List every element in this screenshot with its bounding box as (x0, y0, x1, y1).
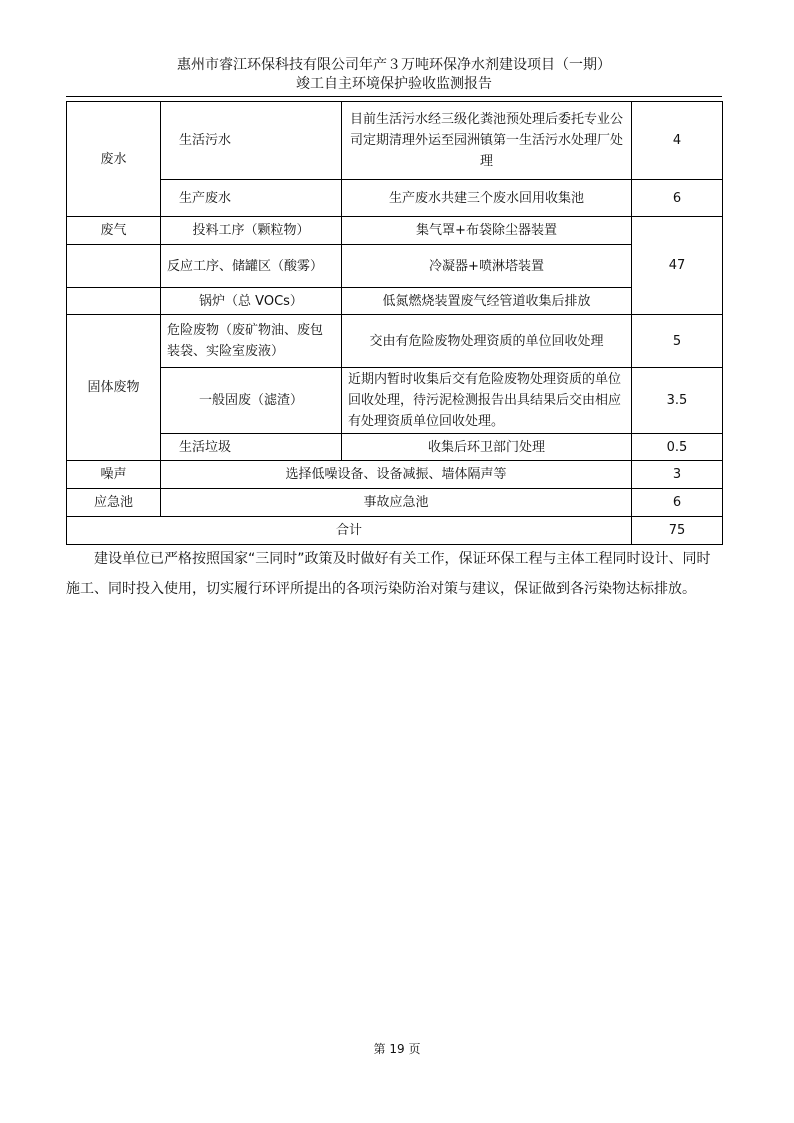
item-domestic-sewage: 生活污水 (161, 102, 342, 180)
cost-gas: 47 (632, 217, 723, 315)
table-row (67, 461, 723, 489)
cost-domestic-sewage: 4 (632, 102, 723, 180)
item-general-solid: 一般固废（滤渣） (161, 368, 342, 434)
item-production-wastewater: 生产废水 (161, 180, 342, 217)
total-cost: 75 (632, 517, 723, 545)
table-row (67, 180, 723, 217)
table-row (67, 517, 723, 545)
category-noise: 噪声 (67, 461, 161, 489)
table-row (67, 434, 723, 461)
measure-domestic-sewage: 目前生活污水经三级化粪池预处理后委托专业公司定期清理外运至园洲镇第一生活污水处理厂处理 (342, 102, 632, 180)
header-title-line1: 惠州市睿江环保科技有限公司年产３万吨环保净水剂建设项目（一期） (177, 57, 611, 73)
item-feeding: 投料工序（颗粒物） (161, 217, 342, 245)
cost-emergency: 6 (632, 489, 723, 517)
cost-noise: 3 (632, 461, 723, 489)
category-solid: 固体废物 (67, 315, 161, 461)
measure-emergency: 事故应急池 (161, 489, 632, 517)
category-gas-blank (67, 288, 161, 315)
table-row (67, 489, 723, 517)
body-paragraph: 建设单位已严格按照国家“三同时”政策及时做好有关工作，保证环保工程与主体工程同时设计、同时施工、同时投入使用，切实履行环评所提出的各项污染防治对策与建议，保证做到各污染物达标排放。 (66, 551, 711, 597)
cost-hazardous: 5 (632, 315, 723, 368)
table-row (67, 368, 723, 434)
measure-production-wastewater: 生产废水共建三个废水回用收集池 (342, 180, 632, 217)
item-garbage: 生活垃圾 (161, 434, 342, 461)
page-header (66, 56, 722, 94)
measure-reaction: 冷凝器+喷淋塔装置 (342, 245, 632, 288)
table-row (67, 315, 723, 368)
cost-production-wastewater: 6 (632, 180, 723, 217)
investment-table (66, 101, 723, 545)
category-gas: 废气 (67, 217, 161, 245)
category-emergency: 应急池 (67, 489, 161, 517)
measure-general-solid: 近期内暂时收集后交有危险废物处理资质的单位回收处理，待污泥检测报告出具结果后交由相应有处理资质单位回收处理。 (342, 368, 632, 434)
category-water: 废水 (67, 102, 161, 217)
measure-hazardous: 交由有危险废物处理资质的单位回收处理 (342, 315, 632, 368)
measure-boiler: 低氮燃烧装置废气经管道收集后排放 (342, 288, 632, 315)
cost-general-solid: 3.5 (632, 368, 723, 434)
header-rule (66, 96, 722, 97)
table-row (67, 102, 723, 180)
item-boiler: 锅炉（总 VOCs） (161, 288, 342, 315)
item-hazardous: 危险废物（废矿物油、废包装袋、实险室废液） (161, 315, 342, 368)
category-gas-blank (67, 245, 161, 288)
cost-garbage: 0.5 (632, 434, 723, 461)
page-number: 第 19 页 (373, 1042, 421, 1056)
table-row (67, 217, 723, 245)
table-row (67, 288, 723, 315)
measure-noise: 选择低噪设备、设备减振、墙体隔声等 (161, 461, 632, 489)
measure-feeding: 集气罩+布袋除尘器装置 (342, 217, 632, 245)
item-reaction: 反应工序、储罐区（酸雾） (161, 245, 342, 288)
header-title-line2: 竣工自主环境保护验收监测报告 (296, 76, 492, 92)
total-label: 合计 (67, 517, 632, 545)
measure-garbage: 收集后环卫部门处理 (342, 434, 632, 461)
table-row (67, 245, 723, 288)
